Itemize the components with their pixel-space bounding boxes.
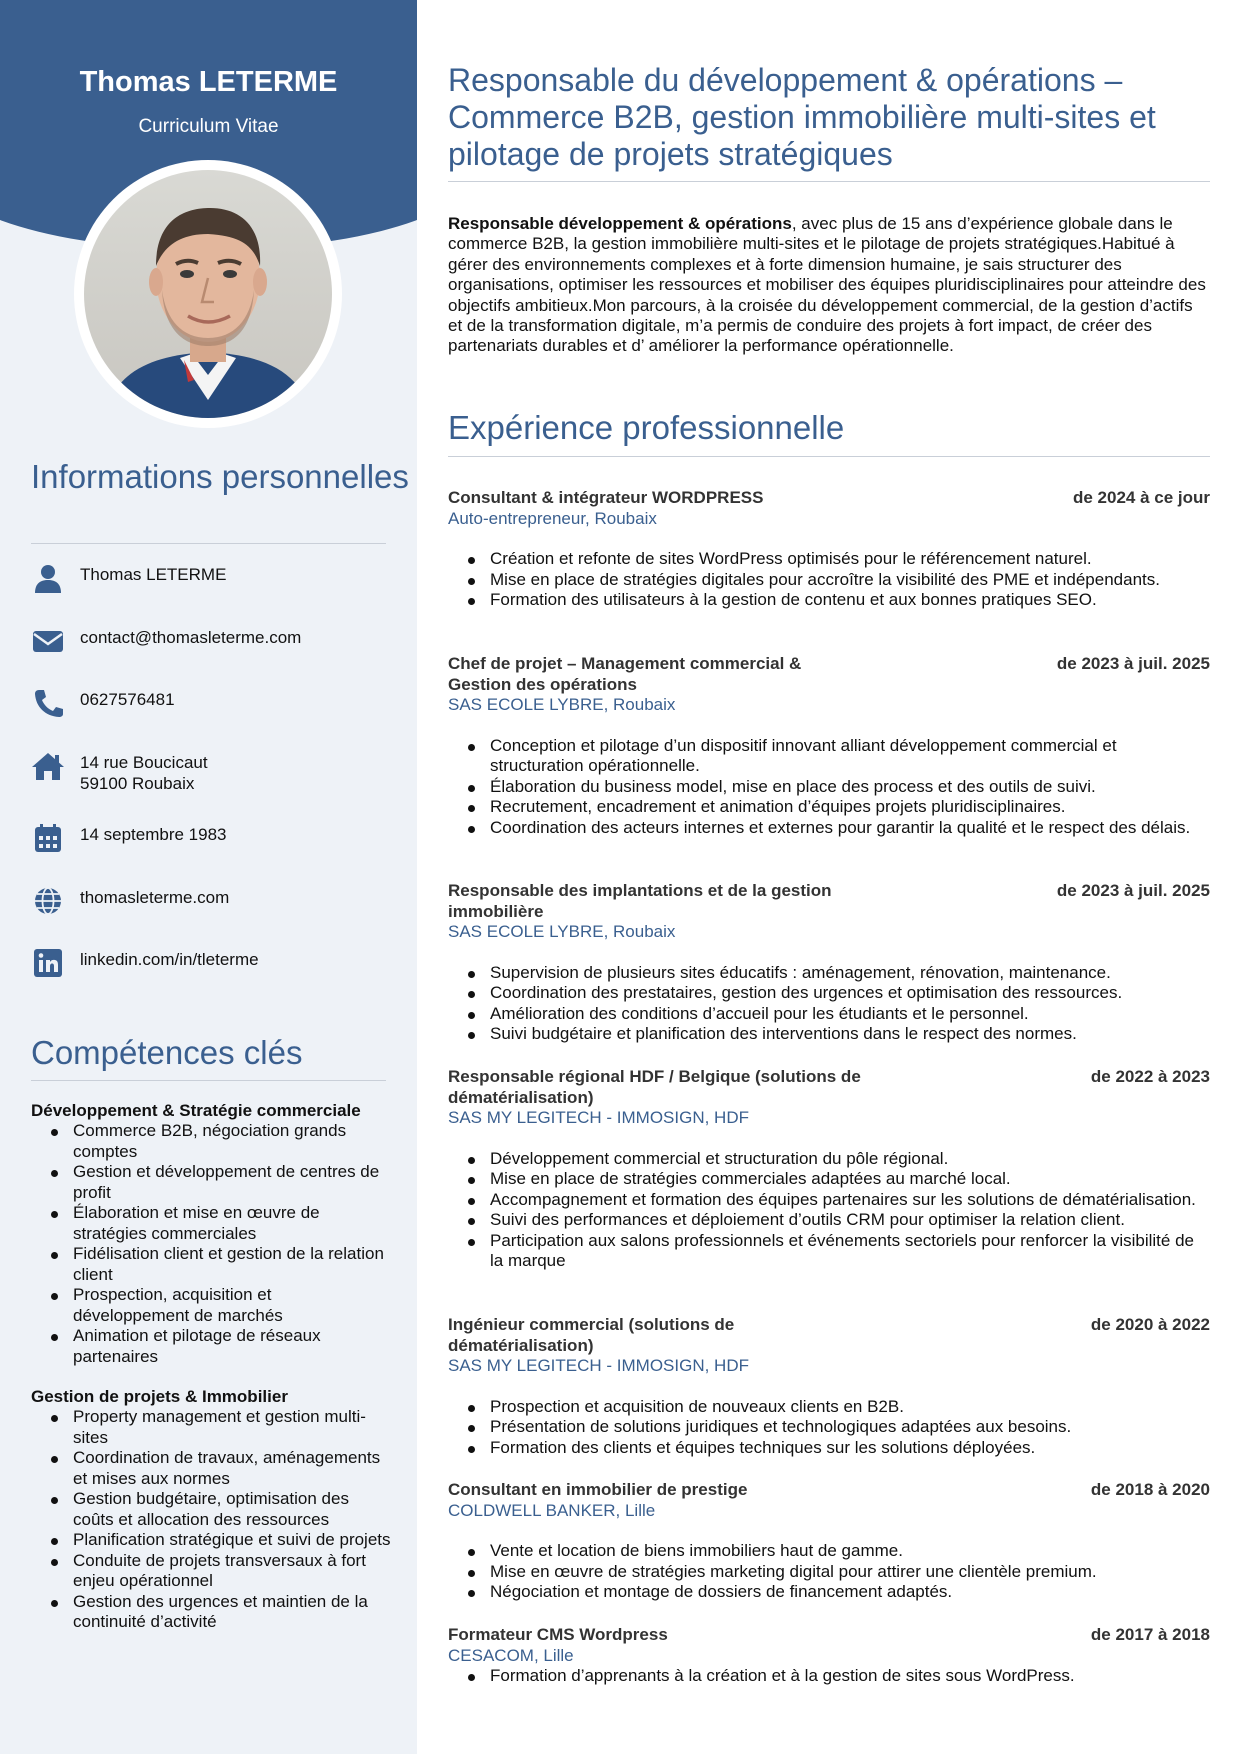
list-item: Élaboration et mise en œuvre de stratégies commerciales	[45, 1203, 391, 1244]
info-email[interactable]	[31, 626, 391, 656]
linkedin-icon	[31, 948, 65, 978]
list-item: Fidélisation client et gestion de la relation client	[45, 1244, 391, 1285]
job-company: COLDWELL BANKER, Lille	[448, 1500, 656, 1520]
divider	[448, 181, 1210, 182]
info-website[interactable]	[31, 886, 391, 916]
job-date: de 2020 à 2022	[1090, 1315, 1210, 1334]
summary	[448, 214, 1210, 357]
list-item: Amélioration des conditions d’accueil pour les étudiants et le personnel.	[462, 1004, 1210, 1025]
job-title: Ingénieur commercial (solutions de dématérialisation)	[448, 1315, 735, 1355]
skill-group-title: Gestion de projets & Immobilier	[31, 1387, 288, 1406]
divider	[448, 456, 1210, 457]
job-date: de 2018 à 2020	[1090, 1480, 1210, 1499]
list-item: Suivi budgétaire et planification des interventions dans le respect des normes.	[462, 1024, 1210, 1045]
job-title: Formateur CMS Wordpress	[448, 1625, 668, 1644]
list-item: Coordination de travaux, aménagements et mises aux normes	[45, 1448, 391, 1489]
website-link[interactable]: thomasleterme.com	[80, 888, 230, 907]
skill-list	[45, 1121, 391, 1367]
job-tasks	[462, 963, 1210, 1045]
summary-text: , avec plus de 15 ans d’expérience globale dans le commerce B2B, la gestion immobilière multi-sites et le pilotage de projets stratégiques.Habitué à gérer des environnements complexes et à forte dimension humaine, je sais structurer des organisations, optimiser les ressources et mobiliser des équipes pluridisciplinaires pour atteindre des objectifs ambitieux.Mon parcours, à la croisée du développement commercial, de la gestion d’actifs et de la transformation digitale, m’a permis de conduire des projets à fort impact, de créer des partenariats durables et d’ améliorer la performance opérationnelle.	[448, 214, 1206, 356]
job-tasks	[462, 1666, 1210, 1687]
list-item: Gestion des urgences et maintien de la continuité d’activité	[45, 1592, 391, 1633]
info-birthdate	[31, 823, 391, 853]
list-item: Formation des utilisateurs à la gestion de contenu et aux bonnes pratiques SEO.	[462, 590, 1210, 611]
job-company: CESACOM, Lille	[448, 1645, 574, 1665]
job-date: de 2023 à juil. 2025	[1056, 881, 1210, 900]
linkedin-link[interactable]: linkedin.com/in/tleterme	[80, 950, 259, 969]
list-item: Commerce B2B, négociation grands comptes	[45, 1121, 391, 1162]
phone-number[interactable]: 0627576481	[80, 690, 175, 709]
list-item: Accompagnement et formation des équipes partenaires sur les solutions de dématérialisation.	[462, 1190, 1210, 1211]
divider	[31, 1080, 386, 1081]
job-title: Consultant en immobilier de prestige	[448, 1480, 748, 1499]
list-item: Mise en place de stratégies digitales pour accroître la visibilité des PME et indépendants.	[462, 570, 1210, 591]
list-item: Formation d’apprenants à la création et à la gestion de sites sous WordPress.	[462, 1666, 1210, 1687]
job-tasks	[462, 1541, 1210, 1603]
job-company: SAS ECOLE LYBRE, Roubaix	[448, 922, 676, 941]
list-item: Développement commercial et structuration du pôle régional.	[462, 1149, 1210, 1170]
avatar	[74, 160, 342, 428]
job-tasks	[462, 736, 1210, 839]
list-item: Participation aux salons professionnels et événements sectoriels pour renforcer la visibilité de la marque	[462, 1231, 1210, 1272]
job-date: de 2024 à ce jour	[1072, 488, 1210, 507]
list-item: Présentation de solutions juridiques et technologiques adaptées aux besoins.	[462, 1417, 1210, 1438]
list-item: Animation et pilotage de réseaux partenaires	[45, 1326, 391, 1367]
experience-title: Expérience professionnelle	[448, 409, 845, 446]
list-item: Formation des clients et équipes techniques sur les solutions déployées.	[462, 1438, 1210, 1459]
job-entry	[448, 1315, 1210, 1458]
profile-photo	[84, 170, 332, 418]
list-item: Coordination des prestataires, gestion des urgences et optimisation des ressources.	[462, 983, 1210, 1004]
job-date: de 2017 à 2018	[1090, 1625, 1210, 1644]
list-item: Création et refonte de sites WordPress optimisés pour le référencement naturel.	[462, 549, 1210, 570]
job-title: Consultant & intégrateur WORDPRESS	[448, 488, 764, 507]
address-text: 14 rue Boucicaut 59100 Roubaix	[80, 753, 208, 793]
profile-subtitle: Curriculum Vitae	[138, 116, 279, 137]
info-name	[31, 563, 391, 593]
list-item: Prospection et acquisition de nouveaux clients en B2B.	[462, 1397, 1210, 1418]
globe-icon	[31, 886, 65, 916]
headline: Responsable du développement & opérations – Commerce B2B, gestion immobilière multi-sites et pilotage de projets stratégiques	[448, 62, 1156, 172]
skills-title: Compétences clés	[31, 1034, 303, 1071]
list-item: Prospection, acquisition et développement de marchés	[45, 1285, 391, 1326]
list-item: Négociation et montage de dossiers de financement adaptés.	[462, 1582, 1210, 1603]
list-item: Mise en œuvre de stratégies marketing digital pour attirer une clientèle premium.	[462, 1562, 1210, 1583]
list-item: Mise en place de stratégies commerciales adaptées au marché local.	[462, 1169, 1210, 1190]
phone-icon	[31, 688, 65, 718]
info-linkedin[interactable]	[31, 948, 391, 978]
job-company: SAS MY LEGITECH - IMMOSIGN, HDF	[448, 1356, 749, 1375]
skills-section	[31, 1101, 391, 1633]
list-item: Conduite de projets transversaux à fort enjeu opérationnel	[45, 1551, 391, 1592]
summary-bold: Responsable développement & opérations	[448, 214, 792, 233]
job-entry	[448, 1480, 1210, 1603]
job-title: Responsable des implantations et de la gestion immobilière	[448, 881, 832, 921]
list-item: Élaboration du business model, mise en place des process et des outils de suivi.	[462, 777, 1210, 798]
job-company: Auto-entrepreneur, Roubaix	[448, 508, 657, 528]
list-item: Vente et location de biens immobiliers haut de gamme.	[462, 1541, 1210, 1562]
skill-group-title: Développement & Stratégie commerciale	[31, 1101, 361, 1120]
list-item: Coordination des acteurs internes et externes pour garantir la qualité et le respect des délais.	[462, 818, 1210, 839]
job-title: Responsable régional HDF / Belgique (solutions de dématérialisation)	[448, 1067, 861, 1107]
job-tasks	[462, 549, 1210, 611]
skill-list	[45, 1407, 391, 1633]
list-item: Gestion et développement de centres de profit	[45, 1162, 391, 1203]
info-phone[interactable]	[31, 688, 391, 718]
job-tasks	[462, 1149, 1210, 1272]
user-icon	[31, 563, 65, 593]
job-company: SAS MY LEGITECH - IMMOSIGN, HDF	[448, 1108, 749, 1127]
personal-info-title: Informations personnelles	[31, 458, 409, 495]
job-title: Chef de projet – Management commercial & Gestion des opérations	[448, 654, 802, 694]
job-tasks	[462, 1397, 1210, 1459]
home-icon	[31, 751, 65, 781]
list-item: Conception et pilotage d’un dispositif innovant alliant développement commercial et structuration opérationnelle.	[462, 736, 1210, 777]
job-date: de 2022 à 2023	[1090, 1067, 1210, 1086]
list-item: Supervision de plusieurs sites éducatifs : aménagement, rénovation, maintenance.	[462, 963, 1210, 984]
envelope-icon	[31, 626, 65, 656]
list-item: Planification stratégique et suivi de projets	[45, 1530, 391, 1551]
list-item: Property management et gestion multi-sites	[45, 1407, 391, 1448]
job-entry	[448, 1067, 1210, 1272]
list-item: Recrutement, encadrement et animation d’équipes projets pluridisciplinaires.	[462, 797, 1210, 818]
email-link[interactable]: contact@thomasleterme.com	[80, 628, 302, 647]
job-entry	[448, 1625, 1210, 1687]
birthdate-text: 14 septembre 1983	[80, 825, 227, 844]
job-entry	[448, 654, 1210, 838]
list-item: Gestion budgétaire, optimisation des coûts et allocation des ressources	[45, 1489, 391, 1530]
info-address	[31, 751, 391, 794]
profile-name: Thomas LETERME	[79, 66, 338, 98]
divider	[31, 543, 386, 544]
sidebar	[0, 0, 417, 1754]
job-company: SAS ECOLE LYBRE, Roubaix	[448, 695, 676, 714]
job-entry	[448, 488, 1210, 611]
list-item: Suivi des performances et déploiement d’outils CRM pour optimiser la relation client.	[462, 1210, 1210, 1231]
job-date: de 2023 à juil. 2025	[1056, 654, 1210, 673]
calendar-icon	[31, 823, 65, 853]
job-entry	[448, 881, 1210, 1045]
info-name-text: Thomas LETERME	[80, 565, 227, 584]
